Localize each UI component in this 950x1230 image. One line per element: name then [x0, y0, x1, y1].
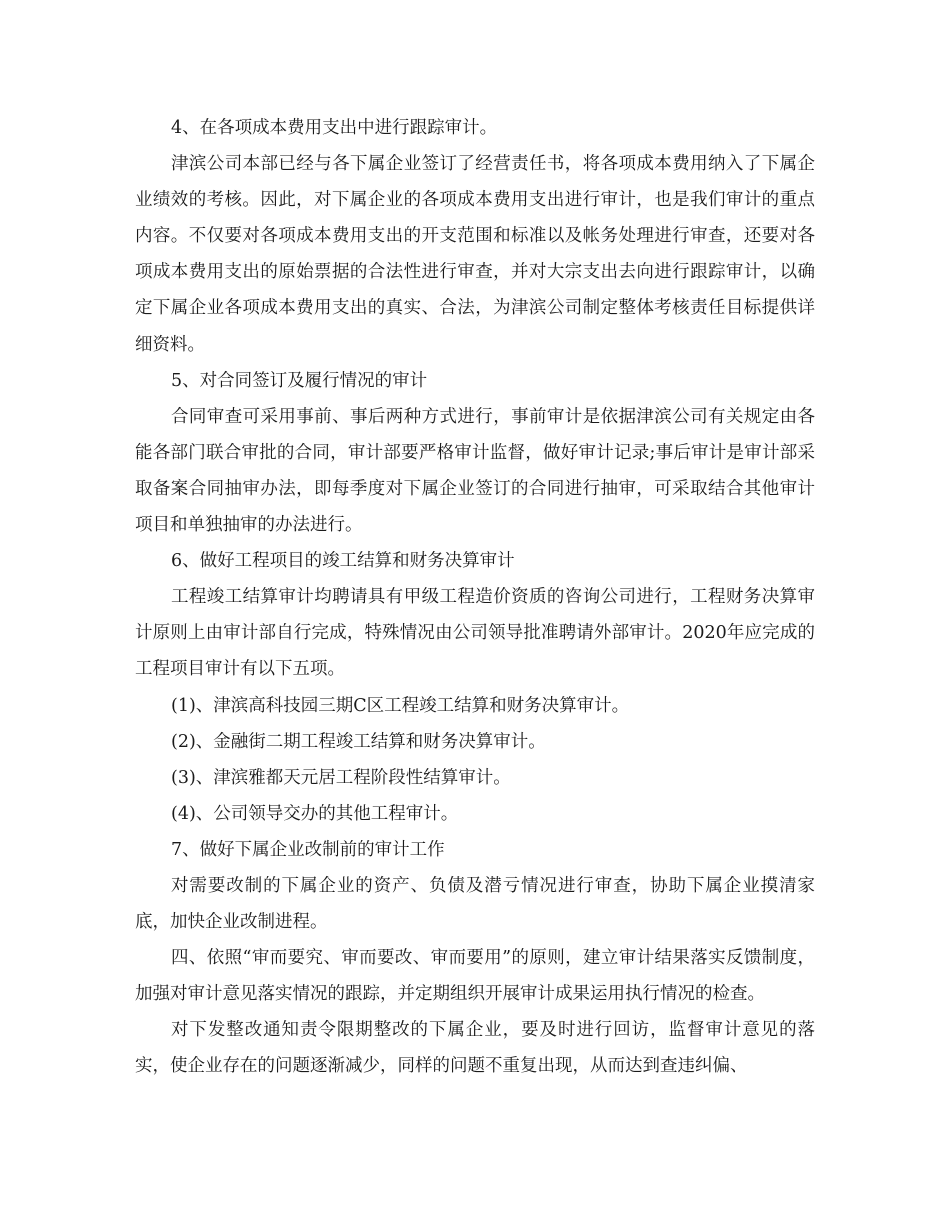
- document-body: [135, 110, 815, 1085]
- list-item: (3)、津滨雅都天元居工程阶段性结算审计。: [171, 767, 511, 788]
- section-heading-7: 7、做好下属企业改制前的审计工作: [171, 839, 445, 860]
- section-heading-4: 4、在各项成本费用支出中进行跟踪审计。: [171, 118, 498, 138]
- section-heading-6: 6、做好工程项目的竣工结算和财务决算审计: [171, 551, 515, 572]
- list-item: (4)、公司领导交办的其他工程审计。: [171, 803, 459, 824]
- section-heading-four: 四、依照“审而要究、审而要改、审而要用”的原则，建立审计结果落实反馈制度，加强对审计意见落实情况的跟踪，并定期组织开展审计成果运用执行情况的检查。: [135, 948, 815, 1005]
- paragraph-follow-up: 对下发整改通知责令限期整改的下属企业，要及时进行回访，监督审计意见的落实，使企业存在的问题逐渐减少，同样的问题不重复出现，从而达到查违纠偏、: [135, 1020, 815, 1077]
- paragraph-project-audit: 工程竣工结算审计均聘请具有甲级工程造价资质的咨询公司进行，工程财务决算审计原则上由审计部自行完成，特殊情况由公司领导批准聘请外部审计。2020年应完成的工程项目审计有以下五项。: [135, 587, 815, 680]
- paragraph-cost-audit: 津滨公司本部已经与各下属企业签订了经营责任书，将各项成本费用纳入了下属企业绩效的考核。因此，对下属企业的各项成本费用支出进行审计，也是我们审计的重点内容。不仅要对各项成本费用支出的开支范围和标准以及帐务处理进行审查，还要对各项成本费用支出的原始票据的合法性进行审查，并对大宗支出去向进行跟踪审计，以确定下属企业各项成本费用支出的真实、合法，为津滨公司制定整体考核责任目标提供详细资料。: [135, 154, 815, 355]
- list-item: (1)、津滨高科技园三期C区工程竣工结算和财务决算审计。: [171, 695, 630, 716]
- paragraph-contract-audit: 合同审查可采用事前、事后两种方式进行，事前审计是依据津滨公司有关规定由各能各部门联合审批的合同，审计部要严格审计监督，做好审计记录;事后审计是审计部采取备案合同抽审办法，即每季度对下属企业签订的合同进行抽审，可采取结合其他审计项目和单独抽审的办法进行。: [135, 406, 815, 536]
- section-heading-5: 5、对合同签订及履行情况的审计: [171, 370, 428, 391]
- paragraph-restructuring-audit: 对需要改制的下属企业的资产、负债及潜亏情况进行审查，协助下属企业摸清家底，加快企业改制进程。: [135, 875, 815, 933]
- list-item: (2)、金融街二期工程竣工结算和财务决算审计。: [171, 731, 546, 752]
